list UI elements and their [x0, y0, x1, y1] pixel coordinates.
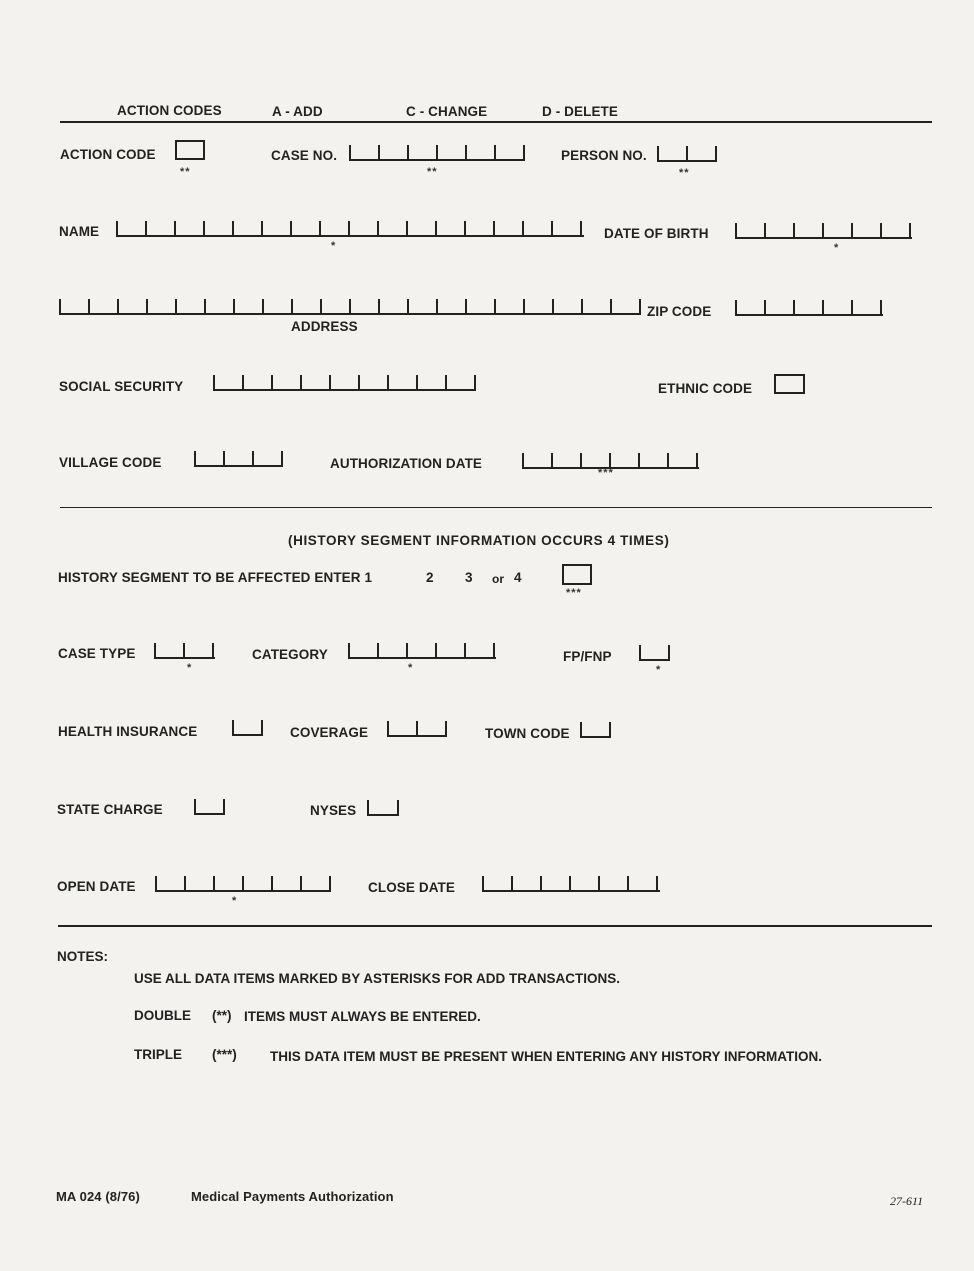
address-label: ADDRESS	[291, 319, 358, 334]
category-marker: *	[408, 662, 414, 674]
case-type-marker: *	[187, 662, 193, 674]
name-field[interactable]	[116, 221, 584, 237]
notes-double-label: DOUBLE	[134, 1008, 191, 1023]
address-field[interactable]	[59, 299, 641, 315]
close-date-label: CLOSE DATE	[368, 880, 456, 895]
header-rule	[60, 121, 932, 123]
authorization-date-marker: ***	[598, 467, 614, 479]
history-segment-marker: ***	[566, 587, 582, 599]
village-code-field[interactable]	[194, 451, 283, 467]
case-type-field[interactable]	[154, 643, 215, 659]
ethnic-code-label: ETHNIC CODE	[658, 381, 753, 396]
date-of-birth-label: DATE OF BIRTH	[604, 226, 709, 241]
social-security-label: SOCIAL SECURITY	[59, 379, 184, 394]
case-no-marker: **	[427, 166, 438, 178]
category-label: CATEGORY	[252, 647, 328, 662]
footer-form-number: MA 024 (8/76)	[56, 1189, 140, 1204]
case-type-label: CASE TYPE	[58, 646, 136, 661]
ethnic-code-box[interactable]	[774, 374, 805, 394]
action-code-box[interactable]	[175, 140, 205, 160]
open-date-marker: *	[232, 895, 238, 907]
notes-triple-text: THIS DATA ITEM MUST BE PRESENT WHEN ENTERING ANY HISTORY INFORMATION.	[270, 1049, 823, 1064]
town-code-field[interactable]	[580, 722, 611, 738]
case-no-field[interactable]	[349, 145, 525, 161]
history-option-4: 4	[514, 570, 522, 585]
close-date-field[interactable]	[482, 876, 660, 892]
village-code-label: VILLAGE CODE	[59, 455, 162, 470]
history-or-label: or	[492, 572, 505, 586]
fp-fnp-field[interactable]	[639, 645, 670, 661]
town-code-label: TOWN CODE	[485, 726, 570, 741]
history-segment-box[interactable]	[562, 564, 592, 585]
action-add-label: A - ADD	[272, 104, 323, 119]
action-delete-label: D - DELETE	[542, 104, 619, 119]
person-no-field[interactable]	[657, 146, 717, 162]
category-field[interactable]	[348, 643, 496, 659]
coverage-label: COVERAGE	[290, 725, 369, 740]
action-code-marker: **	[180, 166, 191, 178]
person-no-marker: **	[679, 167, 690, 179]
date-of-birth-marker: *	[834, 242, 840, 254]
fp-fnp-marker: *	[656, 664, 662, 676]
date-of-birth-field[interactable]	[735, 223, 912, 239]
nyses-label: NYSES	[310, 803, 357, 818]
section-rule-2	[58, 925, 932, 927]
history-title: (HISTORY SEGMENT INFORMATION OCCURS 4 TIMES)	[288, 533, 670, 548]
action-change-label: C - CHANGE	[406, 104, 488, 119]
open-date-field[interactable]	[155, 876, 331, 892]
person-no-label: PERSON NO.	[561, 148, 647, 163]
notes-double-mark: (**)	[212, 1008, 232, 1023]
zip-code-field[interactable]	[735, 300, 883, 316]
nyses-field[interactable]	[367, 800, 399, 816]
history-option-3: 3	[465, 570, 473, 585]
notes-triple-mark: (***)	[212, 1047, 237, 1062]
state-charge-label: STATE CHARGE	[57, 802, 163, 817]
health-insurance-label: HEALTH INSURANCE	[58, 724, 198, 739]
name-label: NAME	[59, 224, 100, 239]
name-marker: *	[331, 240, 337, 252]
notes-line-1: USE ALL DATA ITEMS MARKED BY ASTERISKS FOR ADD TRANSACTIONS.	[134, 971, 621, 986]
authorization-date-label: AUTHORIZATION DATE	[330, 456, 483, 471]
footer-code: 27-611	[890, 1194, 924, 1208]
history-affected-prompt: HISTORY SEGMENT TO BE AFFECTED ENTER 1	[58, 570, 373, 585]
action-code-label: ACTION CODE	[60, 147, 156, 162]
zip-code-label: ZIP CODE	[647, 304, 712, 319]
health-insurance-field[interactable]	[232, 720, 263, 736]
open-date-label: OPEN DATE	[57, 879, 136, 894]
notes-triple-label: TRIPLE	[134, 1047, 183, 1062]
coverage-field[interactable]	[387, 721, 447, 737]
notes-title: NOTES:	[57, 949, 109, 964]
footer-form-title: Medical Payments Authorization	[191, 1189, 394, 1204]
fp-fnp-label: FP/FNP	[563, 649, 612, 664]
social-security-field[interactable]	[213, 375, 476, 391]
action-codes-label: ACTION CODES	[117, 103, 222, 118]
history-option-2: 2	[426, 570, 434, 585]
case-no-label: CASE NO.	[271, 148, 338, 163]
section-rule-1	[60, 507, 932, 508]
state-charge-field[interactable]	[194, 799, 225, 815]
notes-double-text: ITEMS MUST ALWAYS BE ENTERED.	[244, 1009, 481, 1024]
